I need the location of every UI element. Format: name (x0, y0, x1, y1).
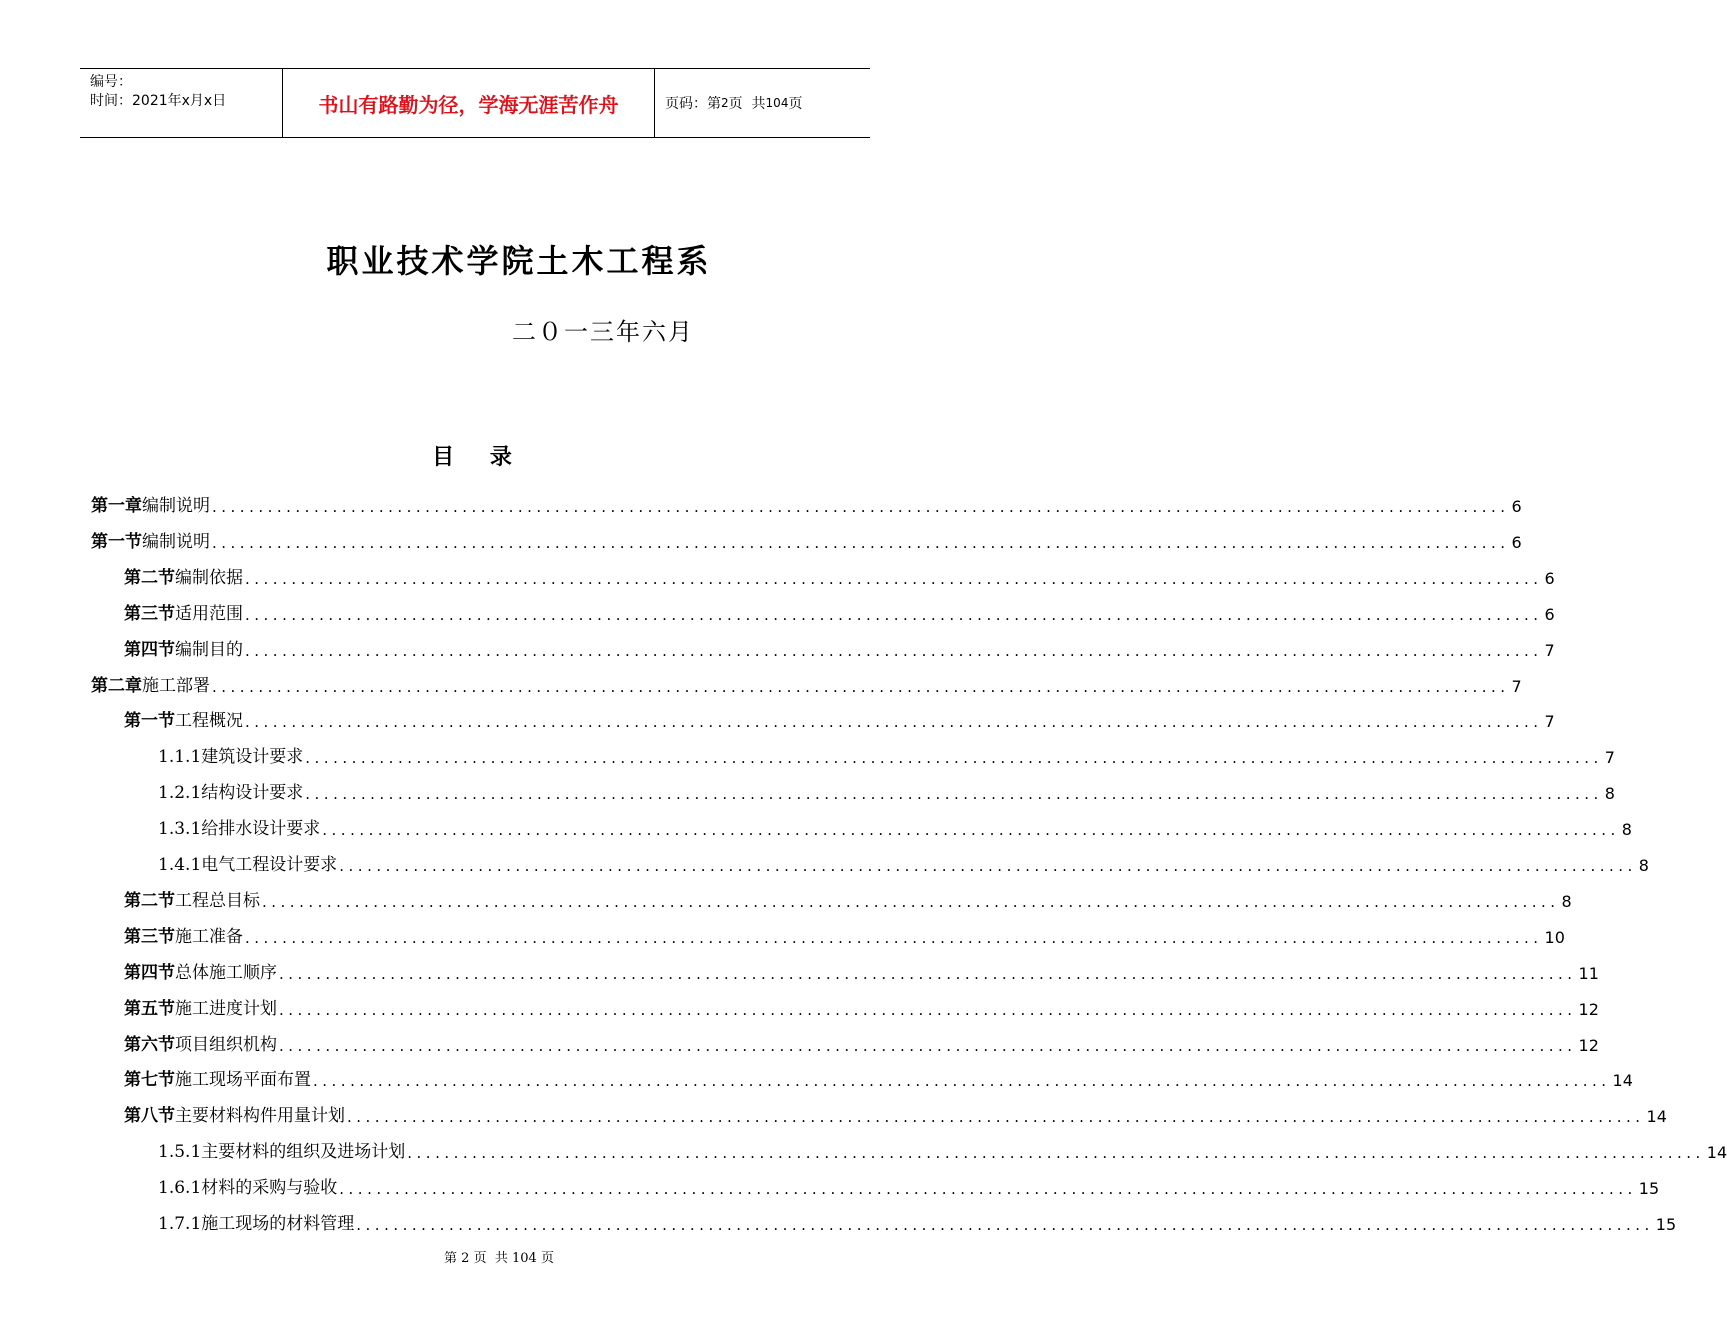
page-total: 104 (765, 96, 789, 110)
page-mid: 页 共 (728, 96, 766, 112)
toc-entry-page: 6 (1544, 604, 1555, 624)
toc-leader-dots: ............................................................................................................................................ (279, 1000, 1577, 1019)
toc-entry-page: 7 (1604, 748, 1615, 768)
toc-entry-page: 7 (1544, 640, 1555, 660)
toc-entry-page: 7 (1511, 676, 1522, 696)
toc-entry-number: 第八节 (124, 1106, 175, 1127)
toc-entry[interactable] (124, 883, 1572, 911)
toc-entry[interactable] (91, 488, 1522, 516)
toc-leader-dots: ............................................................................................................................................ (356, 1216, 1654, 1234)
toc-entry[interactable] (158, 1134, 1727, 1163)
toc-entry-label: 结构设计要求 (201, 783, 304, 804)
toc-entry-page: 6 (1544, 568, 1555, 588)
toc-entry-page: 8 (1638, 856, 1649, 875)
page-num: 2 (721, 96, 729, 110)
toc-entry-label: 材料的采购与验收 (201, 1178, 338, 1199)
toc-entry-number: 第四节 (124, 962, 175, 983)
toc-entry-label: 工程概况 (175, 711, 243, 732)
toc-entry-page: 12 (1578, 999, 1599, 1019)
toc-entry-page: 8 (1621, 820, 1632, 840)
motto: 书山有路勤为径，学海无涯苦作舟 (282, 69, 655, 137)
toc-entry-number: 第二节 (124, 890, 175, 911)
toc-entry-label: 施工准备 (175, 926, 243, 947)
toc-entry[interactable] (124, 1062, 1633, 1091)
toc-entry-number: 1.7.1 (158, 1214, 202, 1234)
toc-entry-number: 第三节 (124, 926, 175, 947)
time-label: 时间：2021年x月x日 (90, 93, 227, 109)
toc-entry[interactable] (158, 1170, 1660, 1199)
toc-entry-number: 第二章 (91, 675, 142, 696)
toc-entry-number: 第一节 (124, 711, 175, 732)
toc-leader-dots: ............................................................................................................................................ (305, 785, 1603, 804)
toc-entry-label: 总体施工顺序 (175, 962, 277, 983)
toc-entry-page: 6 (1511, 532, 1522, 552)
toc-leader-dots: ............................................................................................................................................ (245, 605, 1543, 624)
toc-leader-dots: ............................................................................................................................................ (212, 677, 1510, 696)
toc-leader-dots: ............................................................................................................................................ (212, 498, 1510, 516)
toc-leader-dots: ............................................................................................................................................ (339, 1180, 1637, 1199)
toc-entry-label: 给排水设计要求 (201, 819, 321, 840)
toc-entry-number: 1.5.1 (158, 1142, 202, 1163)
toc-entry-page: 10 (1544, 927, 1565, 947)
toc-entry-label: 主要材料构件用量计划 (175, 1106, 345, 1127)
footer-page: 2 (461, 1251, 470, 1266)
toc-leader-dots: ............................................................................................................................................ (245, 928, 1543, 947)
toc-leader-dots: ............................................................................................................................................ (407, 1144, 1705, 1163)
toc-entry[interactable] (158, 739, 1615, 768)
page-footer (0, 1247, 950, 1266)
toc-entry[interactable] (124, 1027, 1599, 1055)
toc-entry-number: 第六节 (124, 1034, 175, 1055)
toc-title: 目 录 (432, 444, 526, 470)
footer-total: 104 (512, 1251, 537, 1266)
footer-mid: 页 共 (473, 1251, 508, 1266)
toc-entry-number: 第三节 (124, 603, 175, 624)
toc-leader-dots: ............................................................................................................................................ (305, 749, 1603, 768)
toc-entry-page: 14 (1706, 1143, 1727, 1163)
toc-entry-page: 6 (1511, 497, 1522, 516)
toc-leader-dots: ............................................................................................................................................ (313, 1072, 1611, 1091)
toc-entry-number: 第四节 (124, 639, 175, 660)
toc-entry-page: 14 (1612, 1071, 1633, 1091)
toc-entry-number: 1.2.1 (158, 783, 202, 804)
toc-entry-page: 15 (1638, 1179, 1660, 1199)
toc-entry-page: 12 (1578, 1035, 1599, 1055)
toc-entry[interactable] (124, 919, 1565, 947)
toc-entry-page: 11 (1578, 963, 1599, 983)
toc-entry[interactable] (158, 775, 1615, 804)
toc-entry-number: 1.1.1 (158, 747, 202, 768)
page-suffix: 页 (788, 96, 803, 112)
toc-entry[interactable] (158, 1206, 1677, 1234)
toc-entry-page: 8 (1561, 891, 1572, 911)
footer-prefix: 第 (444, 1251, 458, 1266)
toc-entry-number: 1.3.1 (158, 819, 202, 840)
toc-entry-number: 第一章 (91, 496, 142, 516)
toc-entry[interactable] (124, 632, 1555, 660)
toc-entry-label: 编制依据 (175, 567, 243, 588)
header-meta (80, 69, 282, 137)
toc-entry-label: 施工进度计划 (175, 998, 277, 1019)
toc-entry-number: 第二节 (124, 567, 175, 588)
toc-entry[interactable] (158, 847, 1649, 875)
toc-entry-label: 项目组织机构 (175, 1034, 277, 1055)
page-prefix: 页码：第 (665, 96, 721, 112)
toc-leader-dots: ............................................................................................................................................ (262, 892, 1560, 911)
toc-leader-dots: ............................................................................................................................................ (245, 713, 1543, 732)
toc-leader-dots: ............................................................................................................................................ (347, 1108, 1645, 1127)
toc-entry-label: 施工现场的材料管理 (201, 1214, 355, 1234)
toc-entry[interactable] (124, 560, 1555, 588)
toc-entry-label: 主要材料的组织及进场计划 (201, 1142, 406, 1163)
toc-leader-dots: ............................................................................................................................................ (279, 1036, 1577, 1055)
header-table (80, 68, 870, 138)
toc-entry[interactable] (124, 991, 1599, 1019)
toc-entry-label: 编制目的 (175, 639, 243, 660)
toc-entry-label: 适用范围 (175, 603, 243, 624)
toc-entry-label: 施工部署 (142, 675, 210, 696)
toc-entry[interactable] (158, 811, 1632, 840)
toc-entry[interactable] (124, 1098, 1667, 1127)
toc-entry-page: 15 (1655, 1215, 1677, 1234)
toc-entry-number: 第五节 (124, 998, 175, 1019)
toc-entry-label: 电气工程设计要求 (201, 855, 338, 875)
toc-entry-number: 第一节 (91, 531, 142, 552)
toc-entry-page: 14 (1646, 1107, 1667, 1127)
toc-entry-label: 施工现场平面布置 (175, 1070, 311, 1091)
toc-leader-dots: ............................................................................................................................................ (279, 964, 1577, 983)
toc-leader-dots: ............................................................................................................................................ (322, 821, 1620, 840)
header-page-info (655, 69, 870, 137)
footer-suffix: 页 (540, 1251, 554, 1266)
toc-entry-label: 工程总目标 (175, 890, 260, 911)
toc-entry-number: 第七节 (124, 1070, 175, 1091)
toc-entry-label: 建筑设计要求 (201, 747, 304, 768)
toc-leader-dots: ............................................................................................................................................ (339, 857, 1637, 875)
toc-entry[interactable] (124, 955, 1599, 983)
toc-entry-label: 编制说明 (142, 496, 210, 516)
organization-title: 职业技术学院土木工程系 (326, 242, 712, 280)
toc-leader-dots: ............................................................................................................................................ (245, 641, 1543, 660)
toc-leader-dots: ............................................................................................................................................ (245, 569, 1543, 588)
toc-entry[interactable] (124, 703, 1555, 732)
toc-entry-number: 1.4.1 (158, 855, 202, 875)
toc-entry-page: 8 (1604, 784, 1615, 804)
toc-entry-label: 编制说明 (142, 531, 210, 552)
toc-leader-dots: ............................................................................................................................................ (212, 533, 1510, 552)
toc-entry-number: 1.6.1 (158, 1178, 202, 1199)
toc-entry[interactable] (91, 524, 1522, 552)
toc-entry-page: 7 (1544, 712, 1555, 732)
toc-entry[interactable] (91, 668, 1522, 696)
document-date: 二０一三年六月 (512, 318, 694, 346)
id-label: 编号： (90, 74, 132, 90)
toc-entry[interactable] (124, 596, 1555, 624)
